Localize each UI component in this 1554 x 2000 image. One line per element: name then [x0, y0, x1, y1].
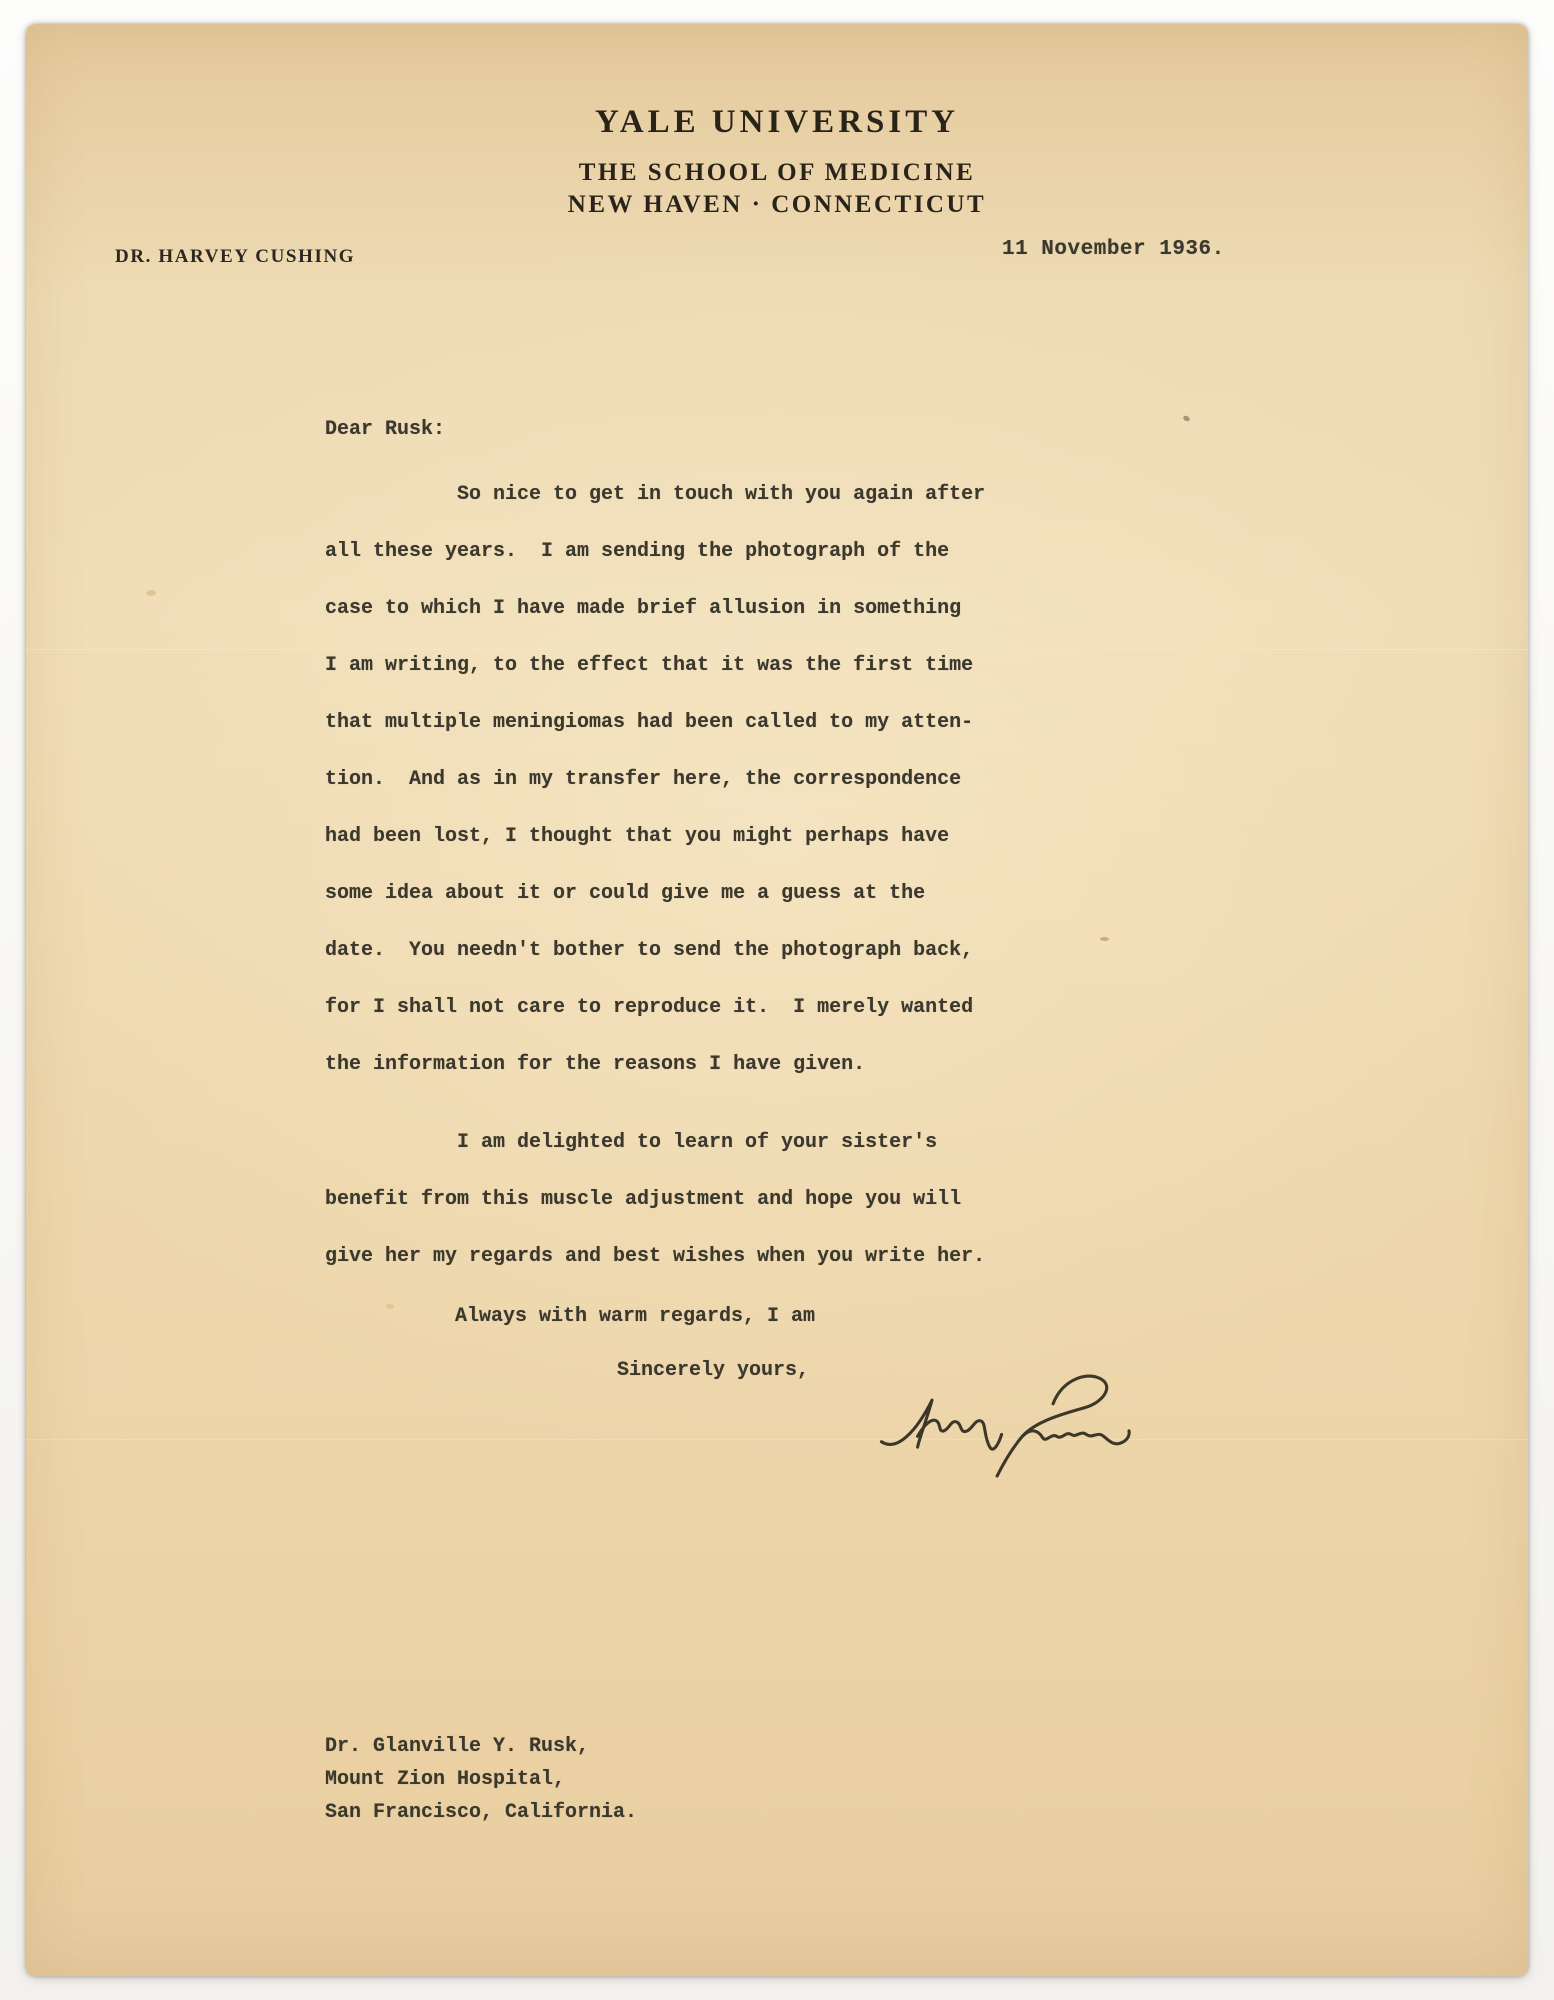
paper-speck: [1100, 937, 1109, 941]
paper-speck: [386, 1304, 394, 1309]
letter-line: that multiple meningiomas had been called to my atten-: [325, 711, 974, 734]
letter-line: benefit from this muscle adjustment and hope you will: [325, 1188, 962, 1211]
letter-line: the information for the reasons I have given.: [325, 1053, 866, 1076]
letter-line: had been lost, I thought that you might perhaps have: [325, 825, 950, 848]
pre-closing-line: Always with warm regards, I am: [455, 1305, 816, 1328]
paper-crease: [26, 1439, 1528, 1441]
letter-line: some idea about it or could give me a guess at the: [325, 882, 926, 905]
paragraph-2: [325, 1114, 1025, 1285]
letterhead-school: THE SCHOOL OF MEDICINE: [578, 159, 976, 186]
valediction: Sincerely yours,: [617, 1359, 810, 1382]
letter-date: 11 November 1936.: [1002, 238, 1225, 261]
recipient-address: [325, 1730, 637, 1829]
letter-line: for I shall not care to reproduce it. I merely wanted: [325, 996, 974, 1019]
letter-line: Mount Zion Hospital,: [325, 1768, 566, 1791]
letter-line: Dr. Glanville Y. Rusk,: [325, 1735, 590, 1758]
letter-line: tion. And as in my transfer here, the correspondence: [325, 768, 962, 791]
letterhead-sender-name: DR. HARVEY CUSHING: [115, 246, 356, 267]
paper-speck: [146, 590, 156, 596]
letter-line: San Francisco, California.: [325, 1801, 638, 1824]
letter-line: case to which I have made brief allusion in something: [325, 597, 962, 620]
letter-line: all these years. I am sending the photograph of the: [325, 540, 950, 563]
letter-line: date. You needn't bother to send the photograph back,: [325, 939, 974, 962]
letter-paper: [26, 24, 1528, 1976]
letterhead-city: NEW HAVEN · CONNECTICUT: [567, 191, 987, 218]
letter-line: I am delighted to learn of your sister's: [457, 1131, 938, 1154]
signature-harvey-cushing: [876, 1362, 1138, 1488]
letterhead-university: YALE UNIVERSITY: [594, 104, 960, 140]
paper-speck: [1182, 415, 1191, 423]
letter-line: I am writing, to the effect that it was the first time: [325, 654, 974, 677]
paragraph-1: [325, 466, 1025, 1093]
letter-line: So nice to get in touch with you again after: [457, 483, 986, 506]
letter-line: give her my regards and best wishes when you write her.: [325, 1245, 986, 1268]
salutation: Dear Rusk:: [325, 418, 446, 441]
